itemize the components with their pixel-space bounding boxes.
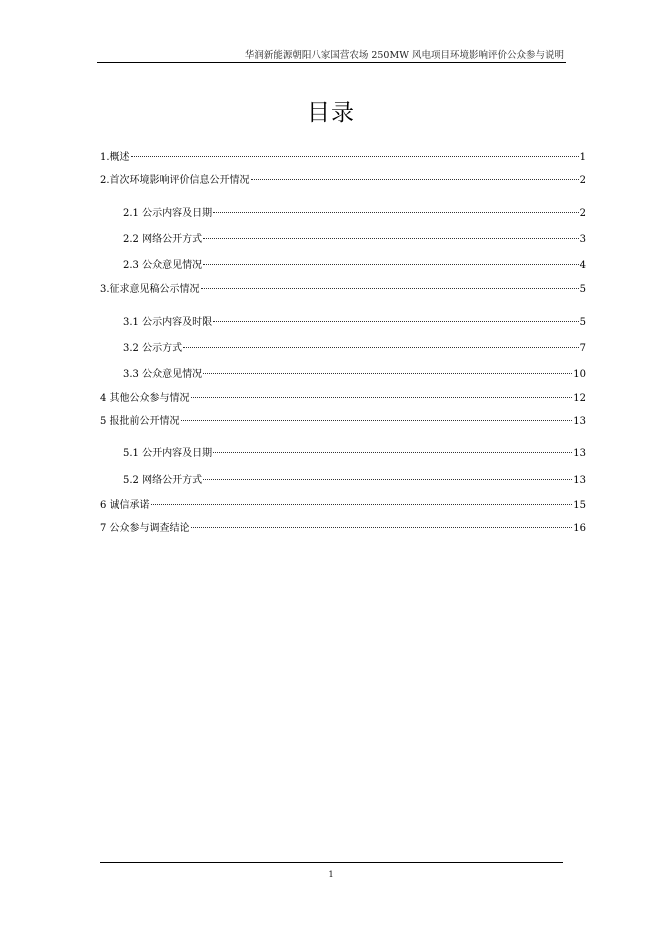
toc-entry[interactable] [100,151,586,165]
toc-entry[interactable] [100,499,586,513]
toc-entry-page: 13 [573,475,586,486]
toc-leader [203,264,579,265]
toc-leader [151,504,573,505]
toc-entry-label: 4 其他公众参与情况 [100,393,190,404]
toc-leader [213,452,572,453]
toc-entry-label: 2.3 公众意见情况 [123,260,203,271]
toc-entry-label: 5.1 公开内容及日期 [123,448,213,459]
toc-entry-page: 15 [573,500,586,511]
toc-entry[interactable] [123,447,586,461]
toc-entry-label: 3.1 公示内容及时限 [123,317,213,328]
footer-rule [100,862,563,863]
toc-leader [191,397,573,398]
toc-entry[interactable] [123,233,586,247]
toc-entry-label: 5.2 网络公开方式 [123,475,203,486]
toc-leader [213,212,579,213]
toc-title: 目录 [307,100,355,126]
toc-leader [131,156,579,157]
toc-entry-label: 1.概述 [100,152,130,163]
toc-entry-page: 3 [579,234,586,245]
toc-entry-page: 2 [579,208,586,219]
toc-entry-label: 2.1 公示内容及日期 [123,208,213,219]
toc-entry-page: 16 [573,523,586,534]
toc-leader [201,288,579,289]
toc-entry-page: 10 [573,369,586,380]
toc-entry-page: 13 [573,416,586,427]
toc-leader [203,238,579,239]
header-rule [97,62,566,63]
toc-leader [203,373,572,374]
toc-entry[interactable] [100,415,586,429]
toc-leader [191,527,573,528]
toc-leader [183,347,579,348]
toc-entry-label: 6 诚信承诺 [100,500,150,511]
toc-leader [213,321,579,322]
toc-entry-page: 2 [579,175,586,186]
toc-entry-label: 3.2 公示方式 [123,343,183,354]
toc-entry[interactable] [123,207,586,221]
toc-entry[interactable] [123,474,586,488]
page-number: 1 [328,870,334,879]
toc-entry-page: 4 [579,260,586,271]
toc-entry-page: 7 [579,343,586,354]
toc-entry-label: 7 公众参与调查结论 [100,523,190,534]
toc-entry-page: 1 [579,152,586,163]
toc-entry-label: 2.首次环境影响评价信息公开情况 [100,175,250,186]
toc-entry[interactable] [100,522,586,536]
toc-entry-label: 2.2 网络公开方式 [123,234,203,245]
toc-entry-page: 13 [573,448,586,459]
toc-entry[interactable] [123,368,586,382]
toc-entry[interactable] [100,283,586,297]
toc-entry[interactable] [123,342,586,356]
toc-entry-page: 5 [579,317,586,328]
toc-leader [181,420,573,421]
toc-leader [251,179,579,180]
toc-entry[interactable] [100,174,586,188]
running-header: 华润新能源朝阳八家国营农场 250MW 风电项目环境影响评价公众参与说明 [244,50,564,61]
toc-leader [203,479,572,480]
toc-entry[interactable] [123,316,586,330]
toc-entry-page: 5 [579,284,586,295]
toc-entry-label: 5 报批前公开情况 [100,416,180,427]
toc-entry-label: 3.征求意见稿公示情况 [100,284,200,295]
toc-entry[interactable] [100,392,586,406]
toc-entry-page: 12 [573,393,586,404]
toc-entry-label: 3.3 公众意见情况 [123,369,203,380]
toc-entry[interactable] [123,259,586,273]
